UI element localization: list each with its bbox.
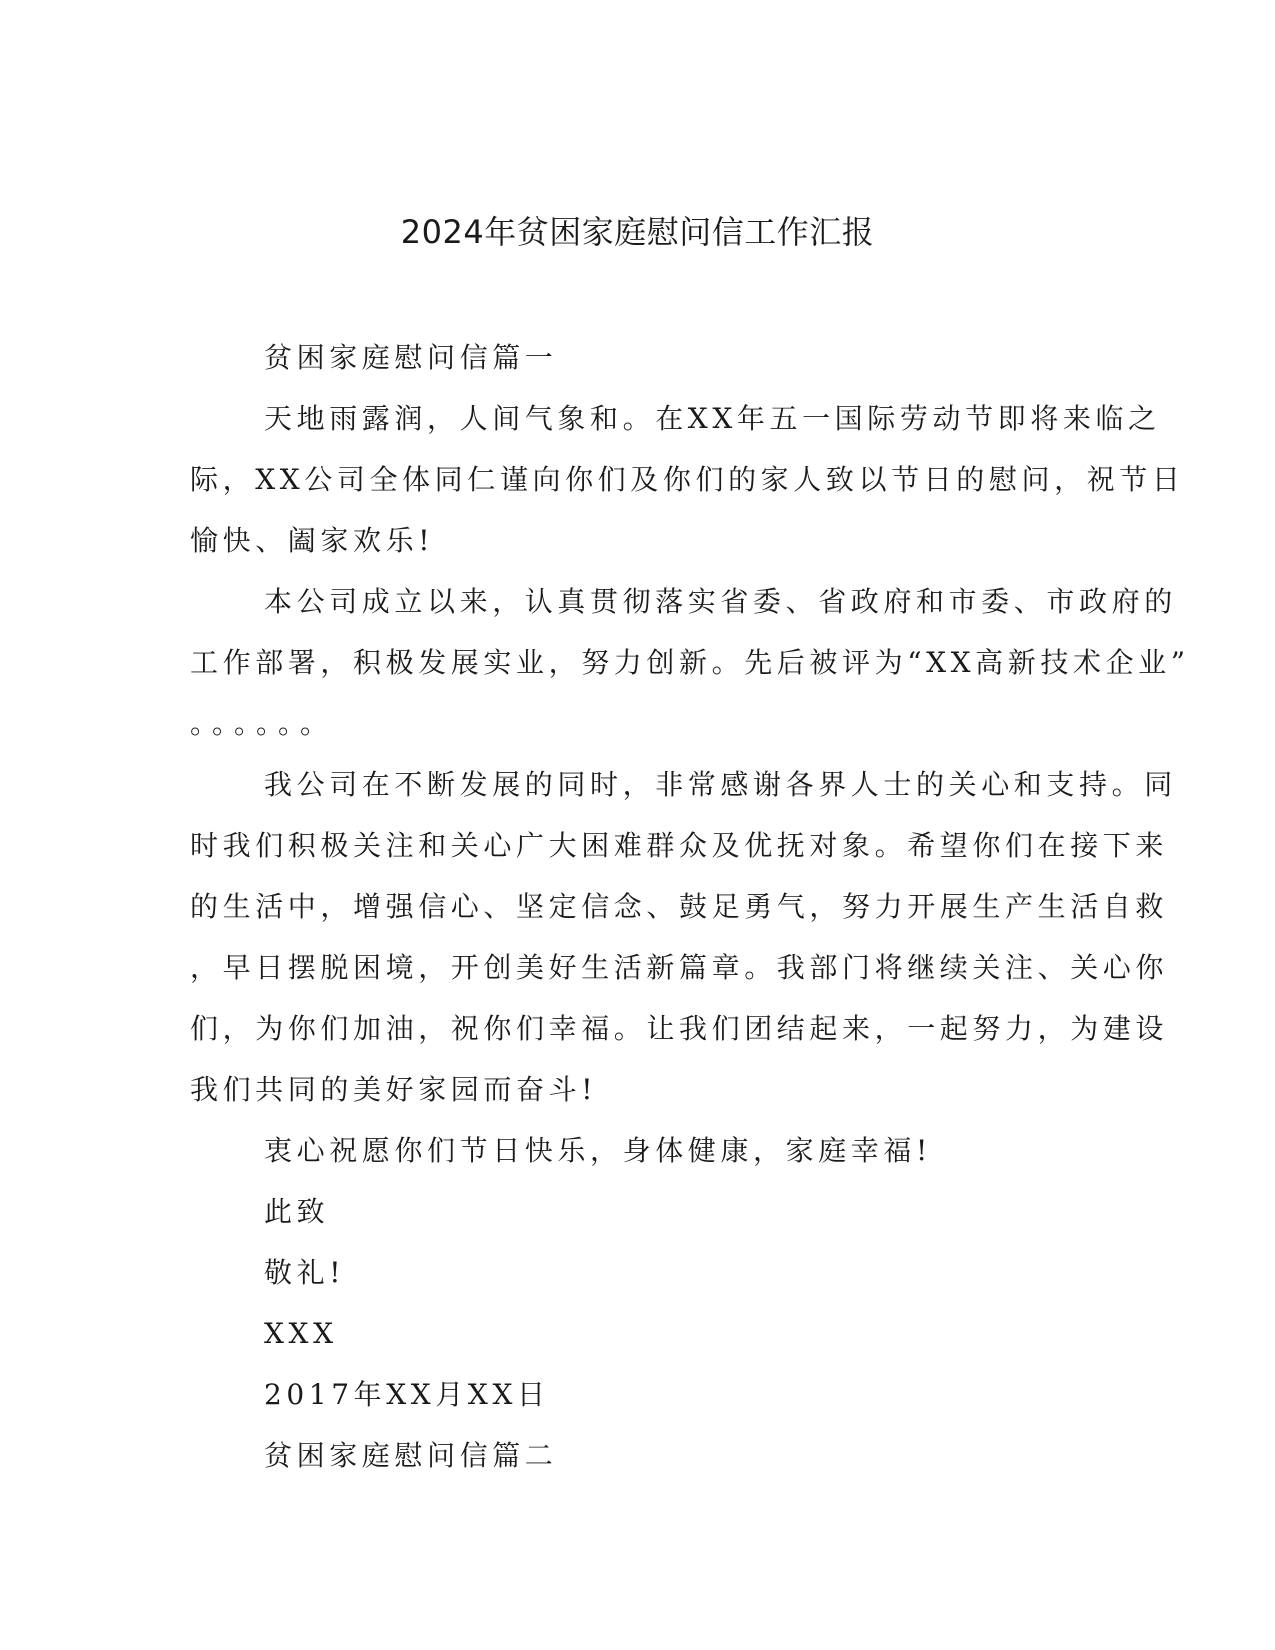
- signature: XXX: [264, 1317, 338, 1350]
- date-line: 2017年XX月XX日: [264, 1378, 550, 1411]
- paragraph-line: 本公司成立以来，认真贯彻落实省委、省政府和市委、市政府的: [264, 585, 1177, 618]
- paragraph-line: 的生活中，增强信心、坚定信念、鼓足勇气，努力开展生产生活自救: [190, 890, 1169, 923]
- paragraph-line: 际，XX公司全体同仁谨向你们及你们的家人致以节日的慰问，祝节日: [190, 463, 1185, 496]
- paragraph-line: 天地雨露润，人间气象和。在XX年五一国际劳动节即将来临之: [264, 402, 1161, 435]
- document-body: [190, 327, 1190, 1486]
- paragraph-line: 工作部署，积极发展实业，努力创新。先后被评为“XX高新技术企业”: [190, 646, 1190, 679]
- paragraph-line: 我们共同的美好家园而奋斗!: [190, 1073, 598, 1106]
- paragraph-line: 们，为你们加油，祝你们幸福。让我们团结起来，一起努力，为建设: [190, 1012, 1169, 1045]
- ellipsis-line: 。。。。。。: [190, 707, 337, 740]
- paragraph-line: ，早日摆脱困境，开创美好生活新篇章。我部门将继续关注、关心你: [190, 951, 1169, 984]
- section-heading: 贫困家庭慰问信篇二: [264, 1439, 558, 1472]
- salutation-line: 敬礼!: [264, 1256, 346, 1289]
- section-heading: 贫困家庭慰问信篇一: [264, 341, 558, 374]
- closing-wish: 衷心祝愿你们节日快乐，身体健康，家庭幸福!: [264, 1134, 932, 1167]
- document-title: 2024年贫困家庭慰问信工作汇报: [400, 213, 875, 251]
- paragraph-line: 我公司在不断发展的同时，非常感谢各界人士的关心和支持。同: [264, 768, 1177, 801]
- salutation-line: 此致: [264, 1195, 330, 1228]
- paragraph-line: 愉快、阖家欢乐!: [190, 524, 435, 557]
- paragraph-line: 时我们积极关注和关心广大困难群众及优抚对象。希望你们在接下来: [190, 829, 1169, 862]
